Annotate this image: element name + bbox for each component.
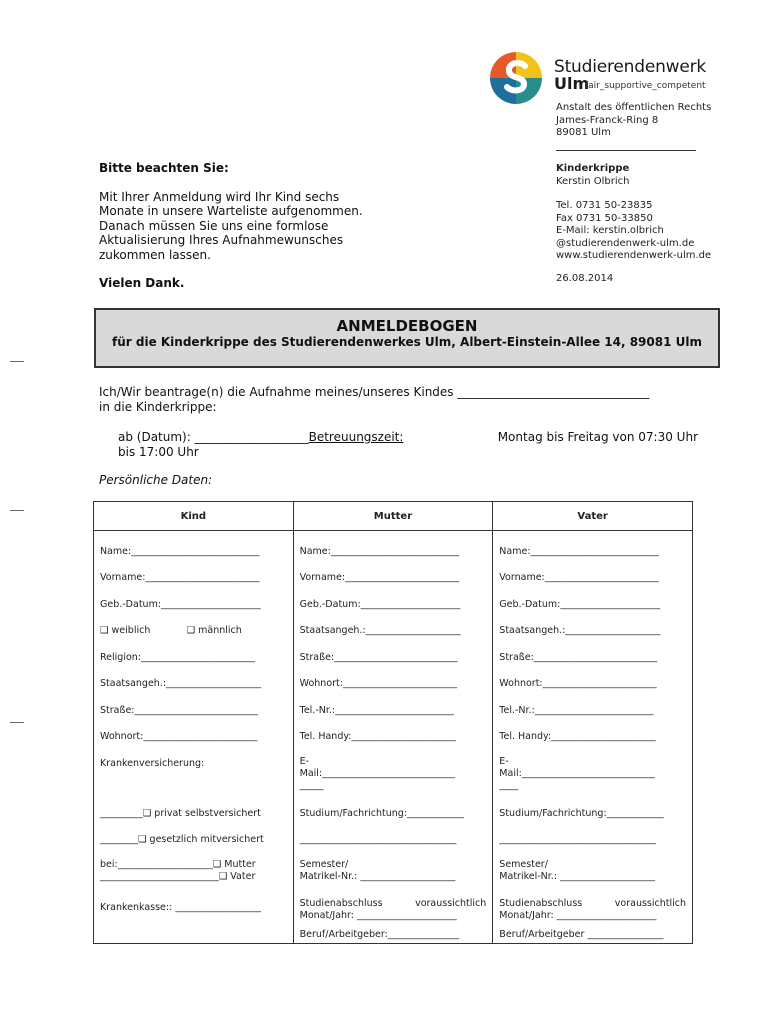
form-title: ANMELDEBOGEN xyxy=(336,317,478,335)
care-time-end: bis 17:00 Uhr xyxy=(118,444,199,459)
notice-thanks: Vielen Dank. xyxy=(99,276,185,290)
contact-person: Kerstin Olbrich xyxy=(556,175,630,187)
kind-private-insurance-checkbox[interactable]: _________❑ privat selbstversichert xyxy=(100,807,261,819)
vater-semester-label: Semester/ xyxy=(499,858,548,870)
mutter-name-field[interactable]: Name:___________________________ xyxy=(299,546,460,557)
vater-email-label: E- xyxy=(499,755,509,767)
mutter-phone-field[interactable]: Tel.-Nr.:_________________________ xyxy=(299,704,454,716)
org-tagline: fair_supportive_competent xyxy=(585,81,706,91)
fold-mark xyxy=(10,722,24,723)
personal-data-table xyxy=(93,501,693,944)
mutter-mobile-field[interactable]: Tel. Handy:______________________ xyxy=(299,731,456,742)
vater-email-field[interactable]: Mail:____________________________ xyxy=(499,767,655,779)
kind-insurance-label: Krankenversicherung: xyxy=(100,757,205,769)
mutter-street-field[interactable]: Straße:__________________________ xyxy=(299,651,458,663)
mutter-semester-label: Semester/ xyxy=(299,858,349,870)
notice-line: Mit Ihrer Anmeldung wird Ihr Kind sechs xyxy=(99,189,340,204)
org-city: Ulm xyxy=(554,74,590,93)
mutter-birthdate-field[interactable]: Geb.-Datum:_____________________ xyxy=(299,598,461,610)
kind-religion-field[interactable]: Religion:________________________ xyxy=(100,651,256,663)
mutter-graduation-label: Studienabschluss xyxy=(299,897,383,909)
address-line: Anstalt des öffentlichen Rechts xyxy=(556,102,712,113)
mutter-city-field[interactable]: Wohnort:________________________ xyxy=(299,678,457,689)
vater-study-field[interactable]: Studium/Fachrichtung:____________ xyxy=(499,807,664,819)
contact-fax: Fax 0731 50-33850 xyxy=(556,212,653,224)
fold-mark xyxy=(10,510,24,511)
kind-street-field[interactable]: Straße:__________________________ xyxy=(100,704,259,716)
kind-insured-with-mother[interactable]: bei:____________________❑ Mutter xyxy=(100,858,256,870)
vater-name-field[interactable]: Name:___________________________ xyxy=(499,546,659,557)
vater-mobile-field[interactable]: Tel. Handy:______________________ xyxy=(499,731,656,742)
vater-matriculation-field[interactable]: Matrikel-Nr.: ____________________ xyxy=(499,870,656,882)
vater-employer-field[interactable]: Beruf/Arbeitgeber ________________ xyxy=(499,928,664,940)
mutter-study-field[interactable]: Studium/Fachrichtung:____________ xyxy=(299,807,464,819)
kind-statutory-insurance-checkbox[interactable]: ________❑ gesetzlich mitversichert xyxy=(100,834,264,845)
notice-line: Danach müssen Sie uns eine formlose xyxy=(99,218,329,233)
mutter-email-label: E- xyxy=(299,755,310,767)
address-line: James-Franck-Ring 8 xyxy=(556,114,659,126)
vater-nationality-field[interactable]: Staatsangeh.:____________________ xyxy=(499,625,661,636)
column-header-kind: Kind xyxy=(94,502,294,531)
divider xyxy=(556,150,696,151)
contact-block xyxy=(556,163,711,263)
form-title-box xyxy=(94,308,720,368)
document-date: 26.08.2014 xyxy=(556,273,614,284)
care-time-value: Montag bis Freitag von 07:30 Uhr xyxy=(497,430,698,444)
notice-line: zukommen lassen. xyxy=(99,247,211,262)
mutter-vorname-field[interactable]: Vorname:________________________ xyxy=(299,572,460,583)
mutter-matriculation-field[interactable]: Matrikel-Nr.: ____________________ xyxy=(299,870,456,882)
application-line: in die Kinderkrippe: xyxy=(99,399,217,414)
form-subtitle: für die Kinderkrippe des Studierendenwerkes Ulm, Albert-Einstein-Allee 14, 89081 Ulm xyxy=(112,335,702,349)
kind-city-field[interactable]: Wohnort:________________________ xyxy=(100,731,258,742)
vater-phone-field[interactable]: Tel.-Nr.:_________________________ xyxy=(499,704,654,716)
section-heading: Persönliche Daten: xyxy=(99,473,213,487)
fold-mark xyxy=(10,361,24,362)
kind-health-insurer-field[interactable]: Krankenkasse:: __________________ xyxy=(100,901,261,913)
column-header-mutter: Mutter xyxy=(293,502,493,531)
org-name: Studierendenwerk xyxy=(554,57,707,77)
column-header-vater: Vater xyxy=(493,502,693,531)
mutter-study-field-cont[interactable]: _________________________________ xyxy=(299,834,457,845)
notice-block xyxy=(99,161,399,291)
kind-name-field[interactable]: Name:___________________________ xyxy=(100,546,260,557)
contact-dept: Kinderkrippe xyxy=(556,163,630,174)
vater-city-field[interactable]: Wohnort:________________________ xyxy=(499,678,657,689)
care-time-label: Betreuungszeit: xyxy=(308,430,404,444)
mutter-graduation-field[interactable]: Monat/Jahr: _____________________ xyxy=(299,909,457,921)
vater-street-field[interactable]: Straße:__________________________ xyxy=(499,651,658,663)
kind-insured-with-father[interactable]: _________________________❑ Vater xyxy=(100,870,256,882)
address-line: 89081 Ulm xyxy=(556,127,611,138)
application-line[interactable]: Ich/Wir beantrage(n) die Aufnahme meines/unseres Kindes ________________________________ xyxy=(99,385,650,399)
address-block xyxy=(556,102,711,140)
kind-gender-checkboxes[interactable]: ❑ weiblich ❑ männlich xyxy=(100,625,242,636)
contact-tel: Tel. 0731 50-23835 xyxy=(556,200,653,211)
vater-vorname-field[interactable]: Vorname:________________________ xyxy=(499,572,659,583)
vater-graduation-expected: voraussichtlich xyxy=(614,897,686,909)
start-date-row xyxy=(118,430,698,459)
kind-birthdate-field[interactable]: Geb.-Datum:_____________________ xyxy=(100,598,261,610)
contact-email: E-Mail: kerstin.olbrich xyxy=(556,225,664,236)
contact-email-domain: @studierendenwerk-ulm.de xyxy=(556,237,695,249)
start-date-field[interactable]: ab (Datum): ___________________ xyxy=(118,430,309,444)
notice-heading: Bitte beachten Sie: xyxy=(99,161,229,175)
vater-study-field-cont[interactable]: _________________________________ xyxy=(499,834,657,845)
mutter-nationality-field[interactable]: Staatsangeh.:____________________ xyxy=(299,625,461,636)
kind-nationality-field[interactable]: Staatsangeh.:____________________ xyxy=(100,678,262,689)
mutter-email-field[interactable]: Mail:____________________________ xyxy=(299,767,456,779)
vater-birthdate-field[interactable]: Geb.-Datum:_____________________ xyxy=(499,598,661,610)
mutter-graduation-expected: voraussichtlich xyxy=(415,897,487,909)
logo-mark-icon xyxy=(488,50,548,106)
contact-web: www.studierendenwerk-ulm.de xyxy=(556,250,712,261)
vater-graduation-label: Studienabschluss xyxy=(499,897,583,909)
kind-vorname-field[interactable]: Vorname:________________________ xyxy=(100,572,260,583)
notice-line: Monate in unsere Warteliste aufgenommen. xyxy=(99,204,363,218)
vater-graduation-field[interactable]: Monat/Jahr: _____________________ xyxy=(499,909,657,921)
vater-email-field-cont[interactable]: ____ xyxy=(499,779,519,791)
application-text xyxy=(99,385,699,414)
mutter-email-field-cont[interactable]: _____ xyxy=(299,779,324,791)
notice-line: Aktualisierung Ihres Aufnahmewunsches xyxy=(99,233,344,247)
mutter-employer-field[interactable]: Beruf/Arbeitgeber:_______________ xyxy=(299,928,460,940)
